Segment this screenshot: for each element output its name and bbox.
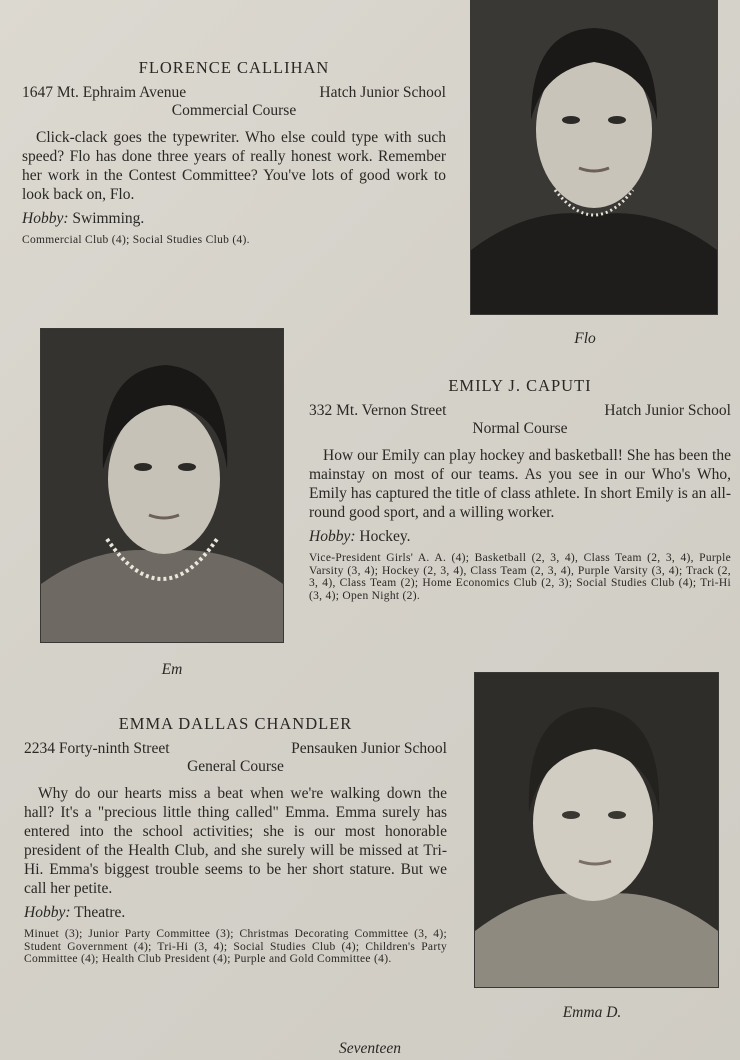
- portrait-image: [471, 0, 717, 314]
- hobby-label: Hobby:: [309, 528, 356, 545]
- portrait-photo-florence: [471, 0, 717, 314]
- photo-caption: Emma D.: [562, 1004, 622, 1021]
- junior-school: Hatch Junior School: [604, 402, 731, 419]
- page-number: Seventeen: [339, 1040, 401, 1057]
- course: Normal Course: [472, 420, 568, 437]
- hobby-label: Hobby:: [24, 904, 71, 921]
- junior-school: Pensauken Junior School: [291, 740, 447, 757]
- entry-emma: [24, 714, 447, 966]
- hobby-row: [309, 528, 731, 546]
- biography: Click-clack goes the typewriter. Who else could type with such speed? Flo has done three years of really honest work. Remember her work in the Contest Committee? You've lots of good work to look back on, Flo.: [22, 129, 446, 203]
- entry-florence: [22, 58, 446, 247]
- hobby-label: Hobby:: [22, 210, 69, 227]
- hobby-row: [22, 210, 446, 228]
- portrait-image: [475, 673, 718, 987]
- entry-emily: [309, 376, 731, 602]
- biography: Why do our hearts miss a beat when we're walking down the hall? It's a "precious little thing called" Emma. Emma surely has entered into the school activities; she is our most honorable president of the Health Club, and she surely will be missed at Tri-Hi. Emma's biggest trouble seems to be her short stature. But we call her petite.: [24, 785, 447, 897]
- activities: Commercial Club (4); Social Studies Club (4).: [22, 234, 250, 246]
- course: Commercial Course: [171, 102, 297, 119]
- activities: Minuet (3); Junior Party Committee (3); Christmas Decorating Committee (3, 4); Student Government (4); Tri-Hi (3, 4); Social Studies Club (4); Children's Party Committee (4); Health Club President (4); Purple and Gold Committee (4).: [24, 928, 447, 965]
- course: General Course: [187, 758, 284, 775]
- portrait-photo-emma: [475, 673, 718, 987]
- hobby-row: [24, 904, 447, 922]
- address-row: [22, 84, 446, 102]
- junior-school: Hatch Junior School: [319, 84, 446, 101]
- biography: How our Emily can play hockey and basketball! She has been the mainstay on most of our teams. As you see in our Who's Who, Emily has captured the title of class athlete. In short Emily is an all-round good sport, and a willing worker.: [309, 447, 731, 521]
- student-address: 1647 Mt. Ephraim Avenue: [22, 84, 187, 101]
- hobby-value: Theatre.: [74, 904, 126, 921]
- activities: Vice-President Girls' A. A. (4); Basketball (2, 3, 4), Class Team (2, 3, 4), Purple Varsity (3, 4); Hockey (2, 3, 4), Class Team (2, 3, 4), Purple Varsity (3, 4); Track (2, 3, 4), Class Team (2); Home Economics Club (2, 3); Social Studies Club (4); Tri-Hi (3, 4); Open Night (2).: [309, 552, 731, 602]
- address-row: [309, 402, 731, 420]
- photo-caption: Em: [161, 661, 183, 678]
- student-name: FLORENCE CALLIHAN: [138, 58, 330, 77]
- student-address: 2234 Forty-ninth Street: [24, 740, 170, 757]
- hobby-value: Swimming.: [72, 210, 145, 227]
- student-address: 332 Mt. Vernon Street: [309, 402, 447, 419]
- student-name: EMMA DALLAS CHANDLER: [118, 714, 353, 733]
- address-row: [24, 740, 447, 758]
- photo-caption: Flo: [574, 330, 596, 347]
- student-name: EMILY J. CAPUTI: [448, 376, 592, 395]
- portrait-image: [41, 329, 283, 642]
- hobby-value: Hockey.: [359, 528, 411, 545]
- portrait-photo-emily: [41, 329, 283, 642]
